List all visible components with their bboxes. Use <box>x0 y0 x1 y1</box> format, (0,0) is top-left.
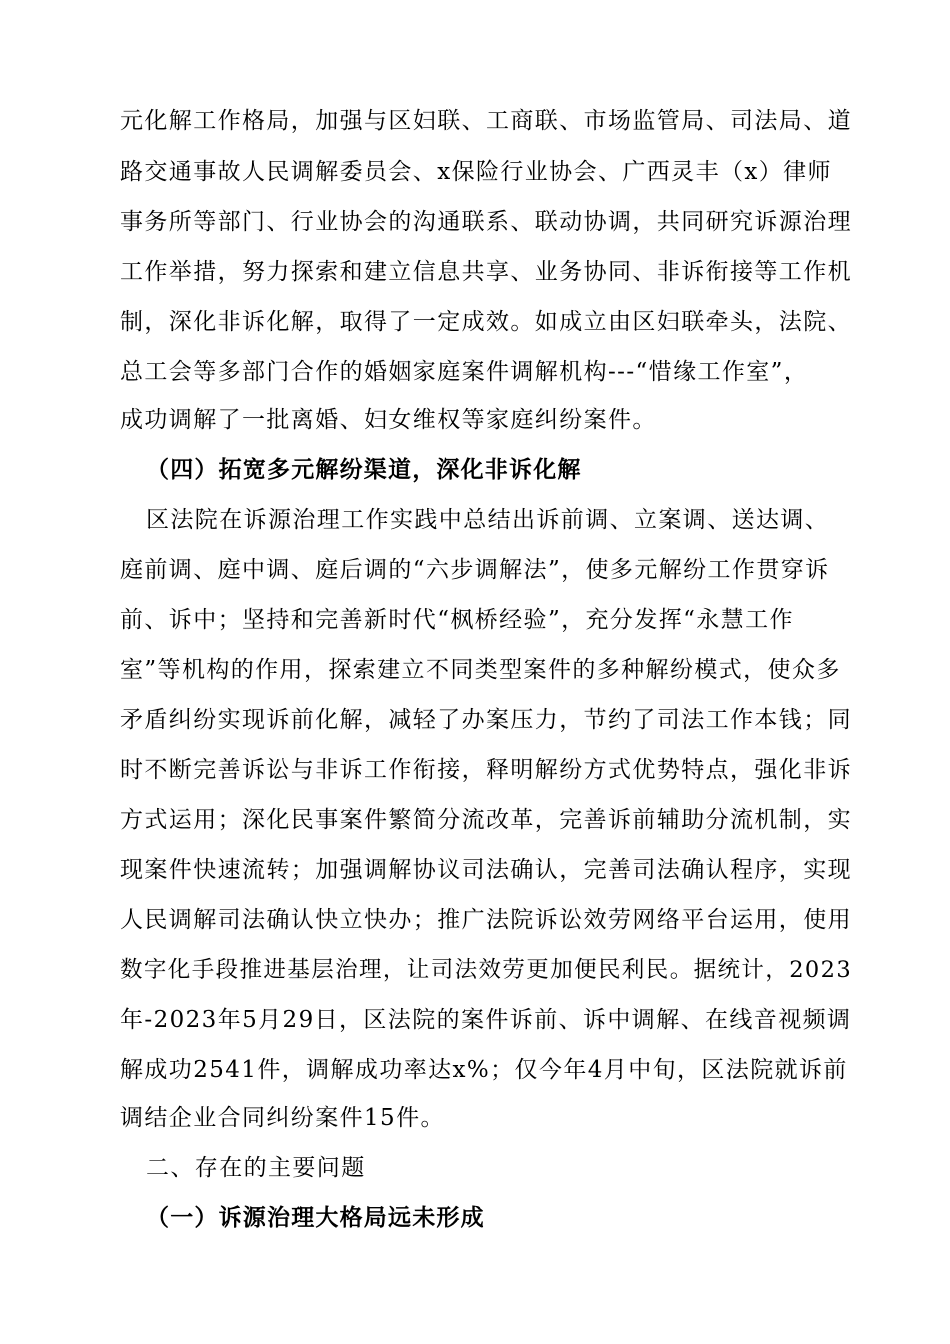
body-text-line: 元化解工作格局，加强与区妇联、工商联、市场监管局、司法局、道 <box>120 108 852 134</box>
body-text-line: 总工会等多部门合作的婚姻家庭案件调解机构---“惜缘工作室”， <box>120 359 809 385</box>
subsection-heading-1: （一）诉源治理大格局远未形成 <box>146 1205 485 1231</box>
body-text-line: 时不断完善诉讼与非诉工作衔接，释明解纷方式优势特点，强化非诉 <box>120 757 852 783</box>
body-text-line: 人民调解司法确认快立快办；推广法院诉讼效劳网络平台运用，使用 <box>120 907 852 933</box>
body-text-line: 前、诉中；坚持和完善新时代“枫桥经验”，充分发挥“永慧工作 <box>120 607 794 633</box>
body-text-line: 矛盾纠纷实现诉前化解，减轻了办案压力，节约了司法工作本钱；同 <box>120 707 852 733</box>
body-text-line: 方式运用；深化民事案件繁简分流改革，完善诉前辅助分流机制，实 <box>120 807 852 833</box>
body-text-line: 事务所等部门、行业协会的沟通联系、联动协调，共同研究诉源治理 <box>120 209 852 235</box>
body-text-line: 调结企业合同纠纷案件15件。 <box>120 1105 445 1131</box>
body-text-line: 解成功2541件，调解成功率达x%；仅今年4月中旬，区法院就诉前 <box>120 1057 848 1083</box>
body-text-line: 成功调解了一批离婚、妇女维权等家庭纠纷案件。 <box>120 407 657 433</box>
body-text-line: 路交通事故人民调解委员会、x保险行业协会、广西灵丰（x）律师 <box>120 159 832 185</box>
section-heading-4: （四）拓宽多元解纷渠道，深化非诉化解 <box>146 457 582 483</box>
body-text-line: 庭前调、庭中调、庭后调的“六步调解法”，使多元解纷工作贯穿诉 <box>120 557 830 583</box>
body-text-line: 工作举措，努力探索和建立信息共享、业务协同、非诉衔接等工作机 <box>120 259 852 285</box>
body-text-line: 室”等机构的作用，探索建立不同类型案件的多种解纷模式，使众多 <box>120 657 841 683</box>
section-heading-2: 二、存在的主要问题 <box>146 1155 366 1181</box>
body-text-line: 区法院在诉源治理工作实践中总结出诉前调、立案调、送达调、 <box>146 507 830 533</box>
body-text-line: 现案件快速流转；加强调解协议司法确认，完善司法确认程序，实现 <box>120 857 852 883</box>
body-text-line: 年-2023年5月29日，区法院的案件诉前、诉中调解、在线音视频调 <box>120 1007 852 1033</box>
body-text-line: 制，深化非诉化解，取得了一定成效。如成立由区妇联牵头，法院、 <box>120 309 852 335</box>
body-text-line: 数字化手段推进基层治理，让司法效劳更加便民利民。据统计，2023 <box>120 957 853 983</box>
